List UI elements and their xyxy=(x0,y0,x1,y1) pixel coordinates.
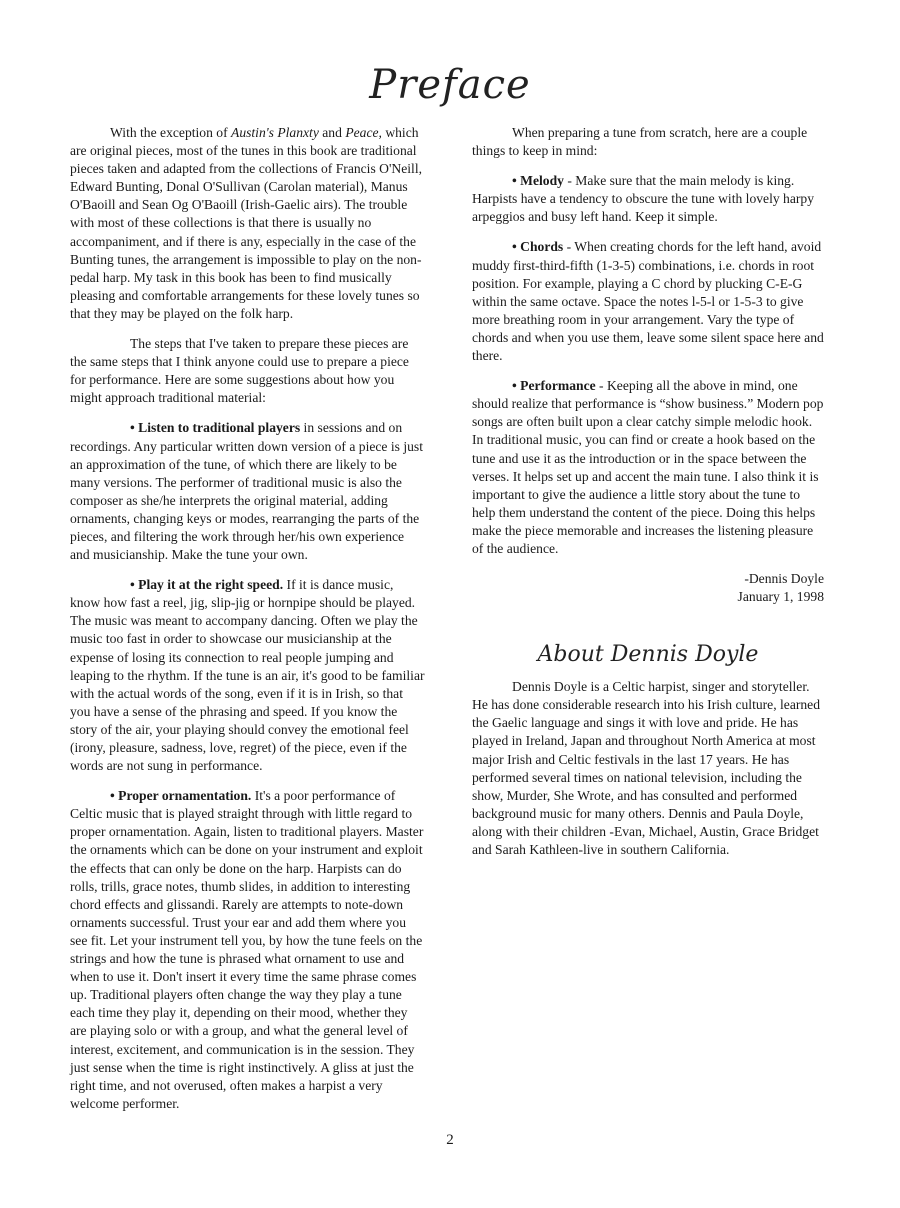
bullet-heading: • Chords xyxy=(512,239,564,255)
bullet-melody: • Melody - Make sure that the main melody is king. Harpists have a tendency to obscure the tune with lovely harpy arpeggios and busy left hand. Keep it simple. xyxy=(472,173,815,225)
about-heading: About Dennis Doyle xyxy=(537,642,759,668)
bullet-heading: • Performance xyxy=(512,378,596,394)
bullet-performance: • Performance - Keeping all the above in mind, one should realize that performance is “show business.” Modern pop songs are often built upon a clear catchy simple melodic hook. In traditional music, you can find or create a hook based on the tune and use it as the introduction or in the space between the verses. It helps set up and accent the main tune. I also think it is important to give the audience a little story about the tune to help them understand the content of the piece. Doing this helps make the piece memorable and increases the listening pleasure of the audience. xyxy=(472,378,824,556)
bullet-heading: • Melody xyxy=(512,173,564,189)
bullet-ornamentation: • Proper ornamentation. It's a poor performance of Celtic music that is played straight through with little regard to proper ornamentation. Again, listen to traditional players. Master the ornaments which can be done on your instrument and exploit the effects that can only be done on the harp. Harpists can do rolls, trills, grace notes, thumb slides, in addition to interesting chord effects and glissandi. Rarely are attempts to note-down ornaments successful. Trust your ear and add them where you see fit. Let your instrument tell you, by how the tune feels on the strings and how the tune is phrased what ornament to use and when to use it. Don't insert it every time the same phrase comes up. Traditional players often change the way they play a tune each time they play it, depending on their mood, whether they are playing solo or with a group, and what the general level of interest, excitement, and communication is in the session. They just sense when the time is right instinctively. A gliss at just the right time, and not overused, often makes a harpist a very welcome performer. xyxy=(70,788,424,1111)
about-paragraph: Dennis Doyle is a Celtic harpist, singer and storyteller. He has done considerable research into his Irish culture, learned the Gaelic language and sings it with love and pride. He has played in Ireland, Japan and throughout North America at most major Irish and Celtic festivals in the last 17 years. He has performed several times on national television, including the show, Murder, She Wrote, and has consulted and performed background music for many others. Dennis and Paula Doyle, along with their children -Evan, Michael, Austin, Grace Bridget and Sarah Kathleen-live in southern California. xyxy=(472,679,821,857)
bullet-heading: • Listen to traditional players xyxy=(130,420,301,436)
signature-name: -Dennis Doyle xyxy=(744,571,824,587)
scratch-intro: When preparing a tune from scratch, here are a couple things to keep in mind: xyxy=(472,125,808,159)
bullet-speed: • Play it at the right speed. If it is dance music, know how fast a reel, jig, slip-jig or hornpipe should be played. The music was meant to accompany dancing. Often we play the music too fast in order to showcase our musicianship at the expense of losing its connection to real people jumping and leaping to the rhythm. If the tune is an air, it's good to be familiar with the actual words of the song, even if it is in Irish, so that you have a sense of the phrasing and speed. If you know the story of the air, your playing should convey the emotional feel (irony, pleasure, sadness, love, regret) of the piece, even if the words are not sung in performance. xyxy=(70,577,425,774)
signature-date: January 1, 1998 xyxy=(737,589,824,605)
left-column xyxy=(70,124,425,1125)
steps-paragraph: The steps that I've taken to prepare these pieces are the same steps that I think anyone could use to prepare a piece for performance. Here are some suggestions about how you might approach traditional material: xyxy=(70,336,409,406)
right-column xyxy=(472,124,824,871)
bullet-heading: • Play it at the right speed. xyxy=(130,577,284,593)
intro-paragraph: With the exception of Austin's Planxty and Peace, which are original pieces, most of the tunes in this book are traditional pieces taken and adapted from the collections of Francis O'Neill, Edward Bunting, Donal O'Sullivan (Carolan material), Manus O'Baoill and Sean Og O'Baoill (Irish-Gaelic airs). The trouble with most of these collections is that there is usually no accompaniment, and if there is any, especially in the case of the Bunting tunes, the arrangement is impossible to play on the non-pedal harp. My task in this book has been to find musically pleasing and comfortable arrangements for these lovely tunes so that they may be played on the folk harp. xyxy=(70,125,422,321)
bullet-heading: • Proper ornamentation. xyxy=(110,788,252,804)
page-number: 2 xyxy=(446,1132,454,1148)
bullet-listen: • Listen to traditional players in sessions and on recordings. Any particular written down version of a piece is just an approximation of the tune, of which there are likely to be many versions. The performer of traditional music is also the composer as she/he interprets the original material, adding ornaments, changing keys or modes, rearranging the parts of the pieces, and filtering the work through her/his own experience and musicianship. Make the tune your own. xyxy=(70,420,423,563)
page-title: Preface xyxy=(369,62,531,108)
bullet-chords: • Chords - When creating chords for the left hand, avoid muddy first-third-fifth (1-3-5) combinations, i.e. chords in root position. For example, playing a C chord by plucking C-E-G within the same octave. Space the notes l-5-l or 1-5-3 to give more breathing room in your arrangement. Vary the type of chords and when you use them, leave some silent space here and there. xyxy=(472,239,824,364)
signature xyxy=(472,570,824,606)
